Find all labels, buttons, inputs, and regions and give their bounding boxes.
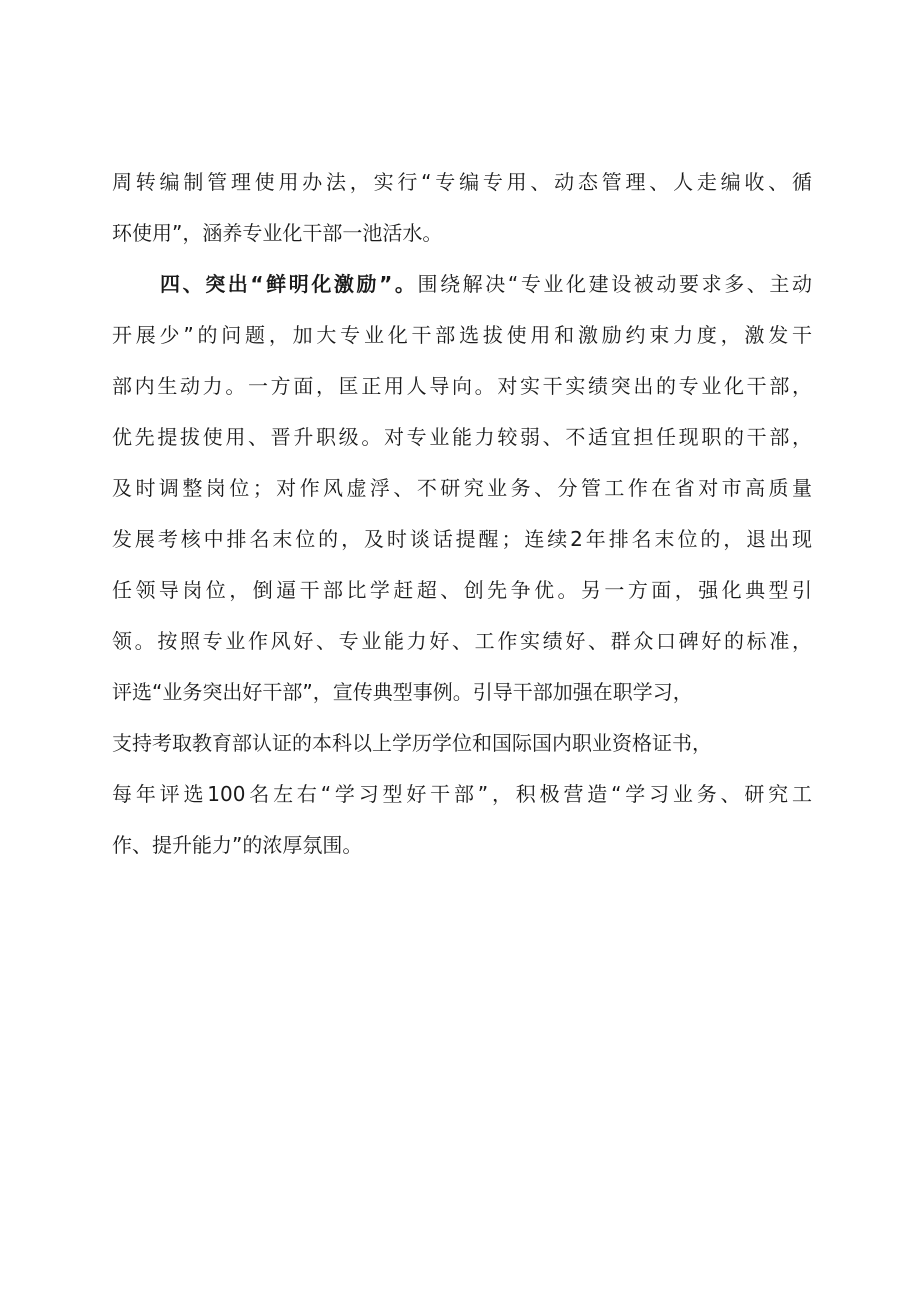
paragraph-1-line-2: 环使用”，涵养专业化干部一池活水。	[112, 221, 443, 245]
paragraph-1-line-1: 周转编制管理使用办法，实行“专编专用、动态管理、人走编收、循	[112, 170, 812, 194]
section-heading: 四、突出“鲜明化激励”。	[160, 272, 418, 296]
paragraph-2-line-12: 作、提升能力”的浓厚氛围。	[112, 833, 363, 857]
paragraph-2-line-5: 及时调整岗位；对作风虚浮、不研究业务、分管工作在省对市高质量	[112, 476, 812, 500]
paragraph-2-line-1-text: 围绕解决“专业化建设被动要求多、主动	[417, 272, 812, 296]
paragraph-2-line-2: 开展少”的问题，加大专业化干部选拔使用和激励约束力度，激发干	[112, 323, 812, 347]
paragraph-2-line-11: 每年评选100名左右“学习型好干部”，积极营造“学习业务、研究工	[112, 782, 812, 806]
paragraph-2-line-6: 发展考核中排名末位的，及时谈话提醒；连续2年排名末位的，退出现	[112, 527, 812, 551]
paragraph-2-line-1	[160, 270, 812, 298]
paragraph-2-line-8: 领。按照专业作风好、专业能力好、工作实绩好、群众口碑好的标准，	[112, 629, 812, 653]
paragraph-2-line-9: 评选“业务突出好干部”，宣传典型事例。引导干部加强在职学习，	[112, 680, 693, 704]
paragraph-2-line-4: 优先提拔使用、晋升职级。对专业能力较弱、不适宜担任现职的干部，	[112, 425, 812, 449]
paragraph-2-line-10: 支持考取教育部认证的本科以上学历学位和国际国内职业资格证书，	[112, 731, 712, 755]
paragraph-2-line-3: 部内生动力。一方面，匡正用人导向。对实干实绩突出的专业化干部，	[112, 374, 812, 398]
paragraph-2-line-7: 任领导岗位，倒逼干部比学赶超、创先争优。另一方面，强化典型引	[112, 578, 812, 602]
